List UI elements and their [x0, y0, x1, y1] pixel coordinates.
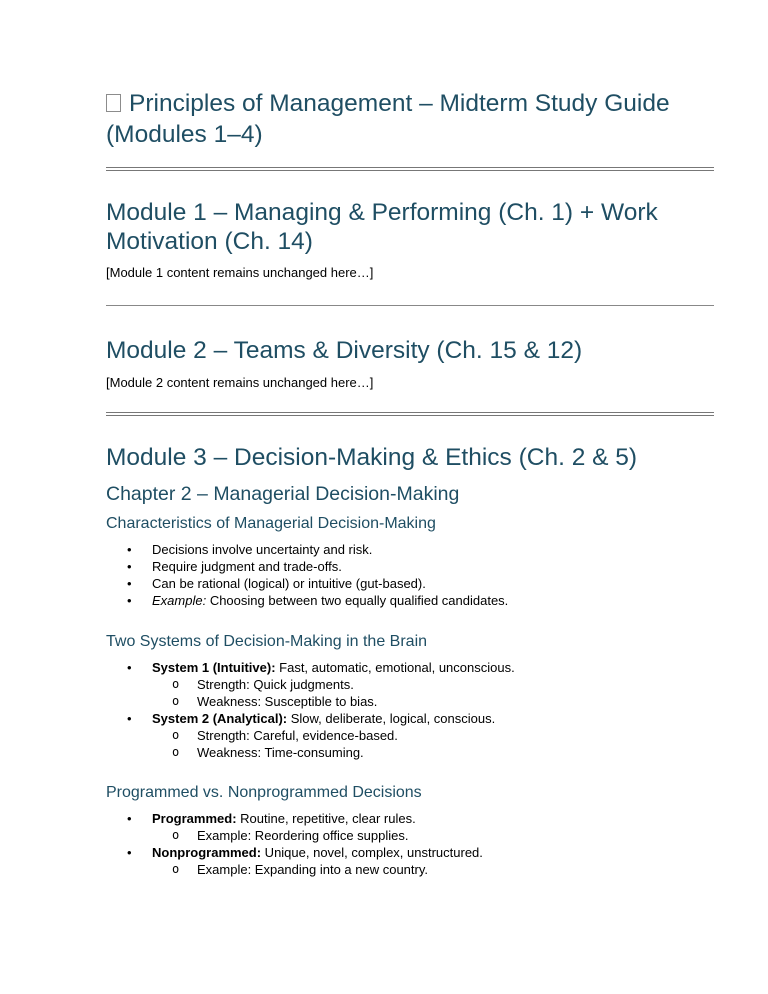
sub-list-item: o Weakness: Susceptible to bias. [152, 693, 515, 710]
list-item: • Require judgment and trade-offs. [106, 558, 508, 575]
nonprogrammed-label: Nonprogrammed: [152, 845, 262, 860]
sub-list-item: o Example: Reordering office supplies. [152, 827, 483, 844]
list-item: • Decisions involve uncertainty and risk. [106, 541, 508, 558]
module3-heading: Module 3 – Decision-Making & Ethics (Ch. 2 & 5) [106, 444, 638, 471]
example-label: Example: [152, 593, 207, 608]
programmed-heading: Programmed vs. Nonprogrammed Decisions [106, 784, 422, 801]
system2-label: System 2 (Analytical): [152, 711, 288, 726]
missing-glyph-icon [106, 94, 121, 112]
system1-text: Fast, automatic, emotional, unconscious. [275, 660, 515, 675]
list-item [106, 592, 508, 609]
programmed-text: Routine, repetitive, clear rules. [236, 811, 416, 826]
module1-placeholder: [Module 1 content remains unchanged here…] [106, 265, 374, 280]
list-item [106, 710, 515, 761]
nonprogrammed-sublist [152, 861, 483, 878]
example-text: Choosing between two equally qualified candidates. [206, 593, 509, 608]
divider-double [106, 167, 714, 171]
system2-sublist [152, 727, 515, 761]
two-systems-list [106, 659, 515, 761]
document-title-text: Principles of Management – Midterm Study Guide (Modules 1–4) [106, 90, 670, 148]
two-systems-heading: Two Systems of Decision-Making in the Brain [106, 633, 428, 650]
chapter2-heading: Chapter 2 – Managerial Decision-Making [106, 483, 460, 505]
sub-list-item: o Strength: Quick judgments. [152, 676, 515, 693]
system1-label: System 1 (Intuitive): [152, 660, 276, 675]
module2-heading: Module 2 – Teams & Diversity (Ch. 15 & 12) [106, 337, 583, 364]
list-item [106, 659, 515, 710]
list-item: • Can be rational (logical) or intuitive (gut-based). [106, 575, 508, 592]
programmed-list [106, 810, 483, 878]
list-item [106, 844, 483, 878]
module2-placeholder: [Module 2 content remains unchanged here…] [106, 375, 374, 390]
sub-list-item: o Example: Expanding into a new country. [152, 861, 483, 878]
document-title [106, 88, 726, 150]
list-item [106, 810, 483, 844]
programmed-label: Programmed: [152, 811, 237, 826]
system1-sublist [152, 676, 515, 710]
nonprogrammed-text: Unique, novel, complex, unstructured. [261, 845, 483, 860]
system2-text: Slow, deliberate, logical, conscious. [287, 711, 496, 726]
sub-list-item: o Weakness: Time-consuming. [152, 744, 515, 761]
characteristics-heading: Characteristics of Managerial Decision-Making [106, 515, 436, 532]
sub-list-item: o Strength: Careful, evidence-based. [152, 727, 515, 744]
module1-heading: Module 1 – Managing & Performing (Ch. 1) + Work Motivation (Ch. 14) [106, 199, 658, 255]
characteristics-list [106, 541, 508, 609]
divider-single [106, 305, 714, 306]
divider-double [106, 412, 714, 416]
programmed-sublist [152, 827, 483, 844]
